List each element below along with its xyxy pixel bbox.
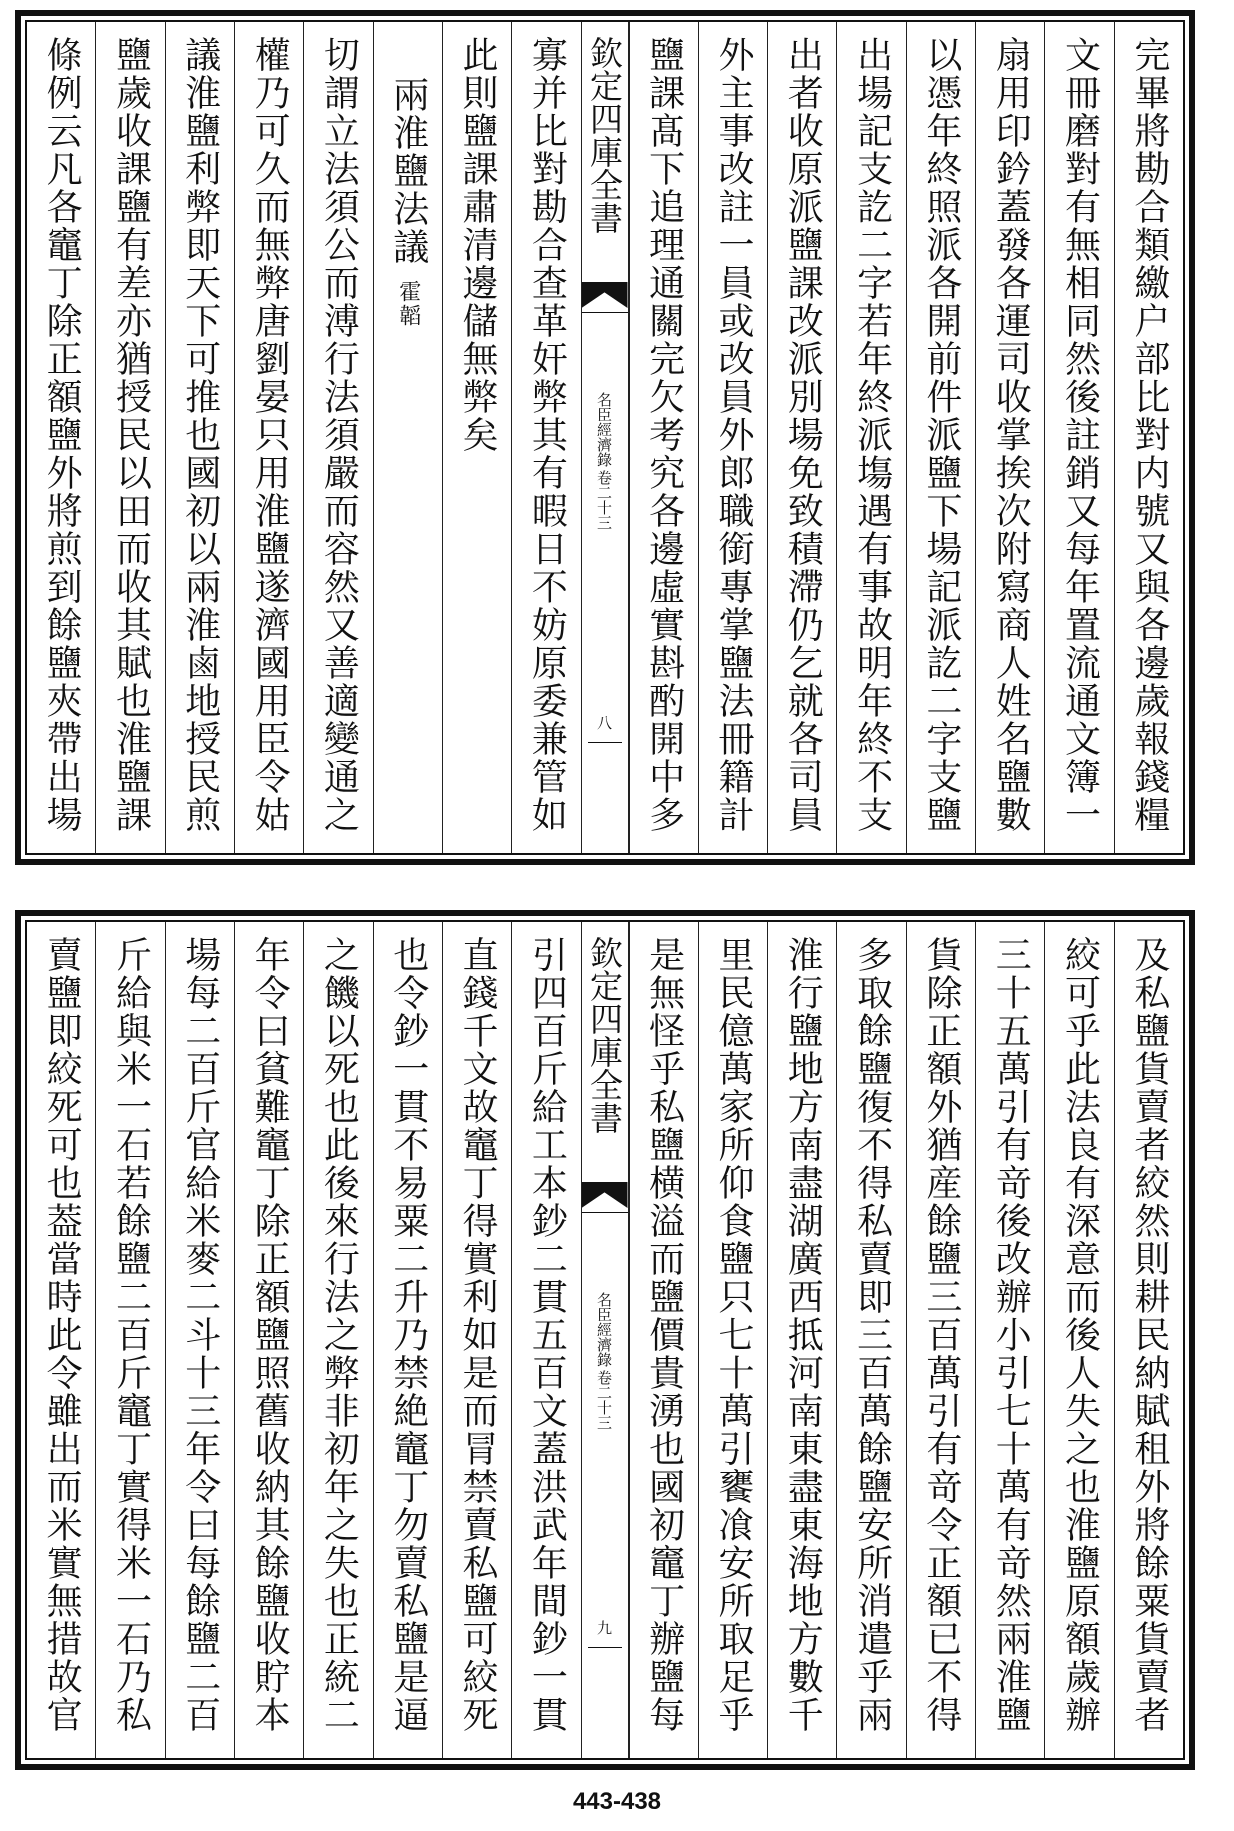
text-column: 扇用印鈐蓋發各運司收掌挨次附寫商人姓名鹽數 [975, 22, 1044, 853]
text-column: 也令鈔一貫不易粟二升乃禁絶竈丁勿賣私鹽是逼 [373, 922, 442, 1758]
text-column: 場每二百斤官給米麥二斗十三年令曰每餘鹽二百 [165, 922, 234, 1758]
page-top [15, 10, 1195, 865]
page-bottom-columns [27, 922, 1183, 1758]
page-bottom [15, 910, 1195, 1770]
text-column: 年令曰貧難竈丁除正額鹽照舊收納其餘鹽收貯本 [234, 922, 303, 1758]
text-column: 外主事改註一員或改員外郎職銜專掌鹽法冊籍計 [698, 22, 767, 853]
fishtail-line [582, 312, 628, 325]
text-column: 絞可乎此法良有深意而後人失之也淮鹽原額歲辦 [1044, 922, 1113, 1758]
text-column: 以憑年終照派各開前件派鹽下場記派訖二字支鹽 [906, 22, 975, 853]
center-fold-bottom [581, 922, 629, 1758]
leaf-number: 八 [596, 714, 613, 732]
work-title: 名臣經濟錄 [595, 1292, 613, 1367]
text-column: 斤給與米一石若餘鹽二百斤竈丁實得米一石乃私 [95, 922, 164, 1758]
text-column: 寡并比對勘合查革奸弊其有暇日不妨原委兼管如 [511, 22, 580, 853]
text-column: 里民億萬家所仰食鹽只七十萬引饔飡安所取足乎 [698, 922, 767, 1758]
text-column: 直錢千文故竈丁得實利如是而冐禁賣私鹽可絞死 [442, 922, 511, 1758]
text-column: 是無怪乎私鹽横溢而鹽價貴湧也國初竈丁辦鹽每 [629, 922, 698, 1758]
page-top-columns [27, 22, 1183, 853]
page-bottom-frame [25, 920, 1185, 1760]
text-column: 引四百斤給工本鈔二貫五百文蓋洪武年間鈔一貫 [511, 922, 580, 1758]
text-column: 權乃可久而無弊唐劉晏只用淮鹽遂濟國用臣令姑 [234, 22, 303, 853]
text-column: 貨除正額外猶産餘鹽三百萬引有竒令正額已不得 [906, 922, 975, 1758]
essay-author: 霍韜 [395, 280, 421, 328]
leaf-number: 九 [596, 1619, 613, 1637]
text-column: 及私鹽貨賣者絞然則耕民納賦租外將餘粟貨賣者 [1114, 922, 1183, 1758]
text-column: 完畢將勘合類繳户部比對内號又與各邊歲報錢糧 [1114, 22, 1183, 853]
essay-title: 兩淮鹽法議 [387, 76, 429, 266]
text-column: 賣鹽即絞死可也葢當時此令雖出而米實無措故官 [41, 936, 83, 1734]
text-column: 多取餘鹽復不得私賣即三百萬餘鹽安所消遣乎兩 [836, 922, 905, 1758]
text-column: 出場記支訖二字若年終派塲遇有事故明年終不支 [836, 22, 905, 853]
text-column: 鹽課髙下追理通關完欠考究各邊虛實斟酌開中多 [629, 22, 698, 853]
text-column: 此則鹽課肅清邊儲無弊矣 [442, 22, 511, 853]
center-rule [588, 1647, 622, 1648]
fishtail-mark [582, 1182, 628, 1208]
text-column: 三十五萬引有竒後改辦小引七十萬有竒然兩淮鹽 [975, 922, 1044, 1758]
center-rule [588, 742, 622, 743]
page-number-footer: 443-438 [572, 1788, 662, 1815]
volume-info [594, 1292, 615, 1430]
page-top-frame [25, 20, 1185, 855]
volume-number: 卷二十三 [595, 1370, 613, 1430]
book-title: 欽定四庫全書 [585, 936, 624, 1134]
text-column: 之饑以死也此後來行法之弊非初年之失也正統二 [303, 922, 372, 1758]
center-fold-top [581, 22, 629, 853]
volume-number: 卷二十三 [595, 470, 613, 530]
text-column: 文冊磨對有無相同然後註銷又每年置流通文簿一 [1044, 22, 1113, 853]
text-column: 出者收原派鹽課改派別場免致積滯仍乞就各司員 [767, 22, 836, 853]
fishtail-mark [582, 282, 628, 308]
essay-heading [373, 22, 442, 853]
text-column: 鹽歲收課鹽有差亦猶授民以田而收其賦也淮鹽課 [95, 22, 164, 853]
text-column: 淮行鹽地方南盡湖廣西抵河南東盡東海地方數千 [767, 922, 836, 1758]
work-title: 名臣經濟錄 [595, 392, 613, 467]
text-column: 議淮鹽利弊即天下可推也國初以兩淮鹵地授民煎 [165, 22, 234, 853]
book-title: 欽定四庫全書 [585, 36, 624, 234]
text-column: 條例云凡各竈丁除正額鹽外將煎到餘鹽夾帶出場 [41, 36, 83, 834]
fishtail-line [582, 1212, 628, 1225]
volume-info [594, 392, 615, 530]
text-column: 切謂立法須公而溥行法須嚴而容然又善適變通之 [303, 22, 372, 853]
